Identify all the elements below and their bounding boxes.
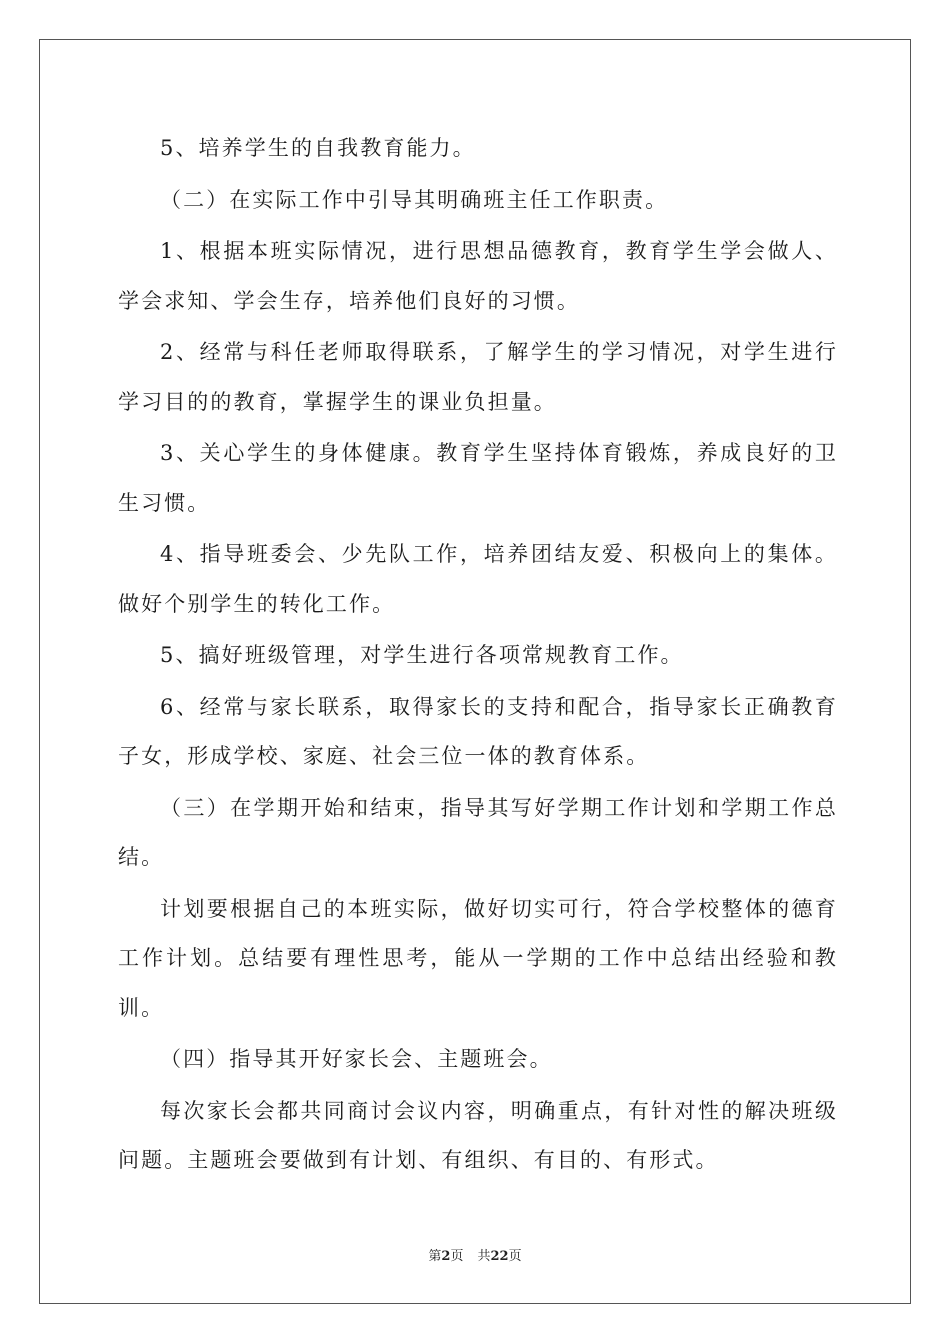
paragraph: 1、根据本班实际情况，进行思想品德教育，教育学生学会做人、学会求知、学会生存，培养他们良好的习惯。 bbox=[118, 239, 838, 313]
paragraph: 每次家长会都共同商讨会议内容，明确重点，有针对性的解决班级问题。主题班会要做到有计划、有组织、有目的、有形式。 bbox=[118, 1098, 838, 1172]
total-page-count: 22 bbox=[490, 1249, 509, 1264]
paragraph: 4、指导班委会、少先队工作，培养团结友爱、积极向上的集体。做好个别学生的转化工作。 bbox=[118, 542, 838, 616]
page-suffix: 页 bbox=[450, 1249, 464, 1264]
paragraph: 计划要根据自己的本班实际，做好切实可行，符合学校整体的德育工作计划。总结要有理性思考，能从一学期的工作中总结出经验和教训。 bbox=[118, 896, 838, 1020]
paragraph: 6、经常与家长联系，取得家长的支持和配合，指导家长正确教育子女，形成学校、家庭、社会三位一体的教育体系。 bbox=[118, 694, 838, 768]
paragraph: 2、经常与科任老师取得联系，了解学生的学习情况，对学生进行学习目的的教育，掌握学生的课业负担量。 bbox=[118, 340, 838, 414]
section-heading: （三）在学期开始和结束，指导其写好学期工作计划和学期工作总结。 bbox=[118, 795, 838, 869]
paragraph: 5、搞好班级管理，对学生进行各项常规教育工作。 bbox=[160, 643, 684, 667]
section-heading: （二）在实际工作中引导其明确班主任工作职责。 bbox=[160, 187, 669, 212]
paragraph: 5、培养学生的自我教育能力。 bbox=[160, 136, 476, 160]
page-footer bbox=[0, 1245, 950, 1264]
document-body bbox=[118, 124, 838, 1188]
section-heading: （四）指导其开好家长会、主题班会。 bbox=[160, 1047, 553, 1071]
paragraph: 3、关心学生的身体健康。教育学生坚持体育锻炼，养成良好的卫生习惯。 bbox=[118, 441, 838, 515]
total-suffix: 页 bbox=[508, 1249, 522, 1264]
current-page-number: 2 bbox=[441, 1249, 451, 1264]
total-prefix: 共 bbox=[477, 1249, 491, 1264]
page-prefix: 第 bbox=[428, 1249, 442, 1264]
